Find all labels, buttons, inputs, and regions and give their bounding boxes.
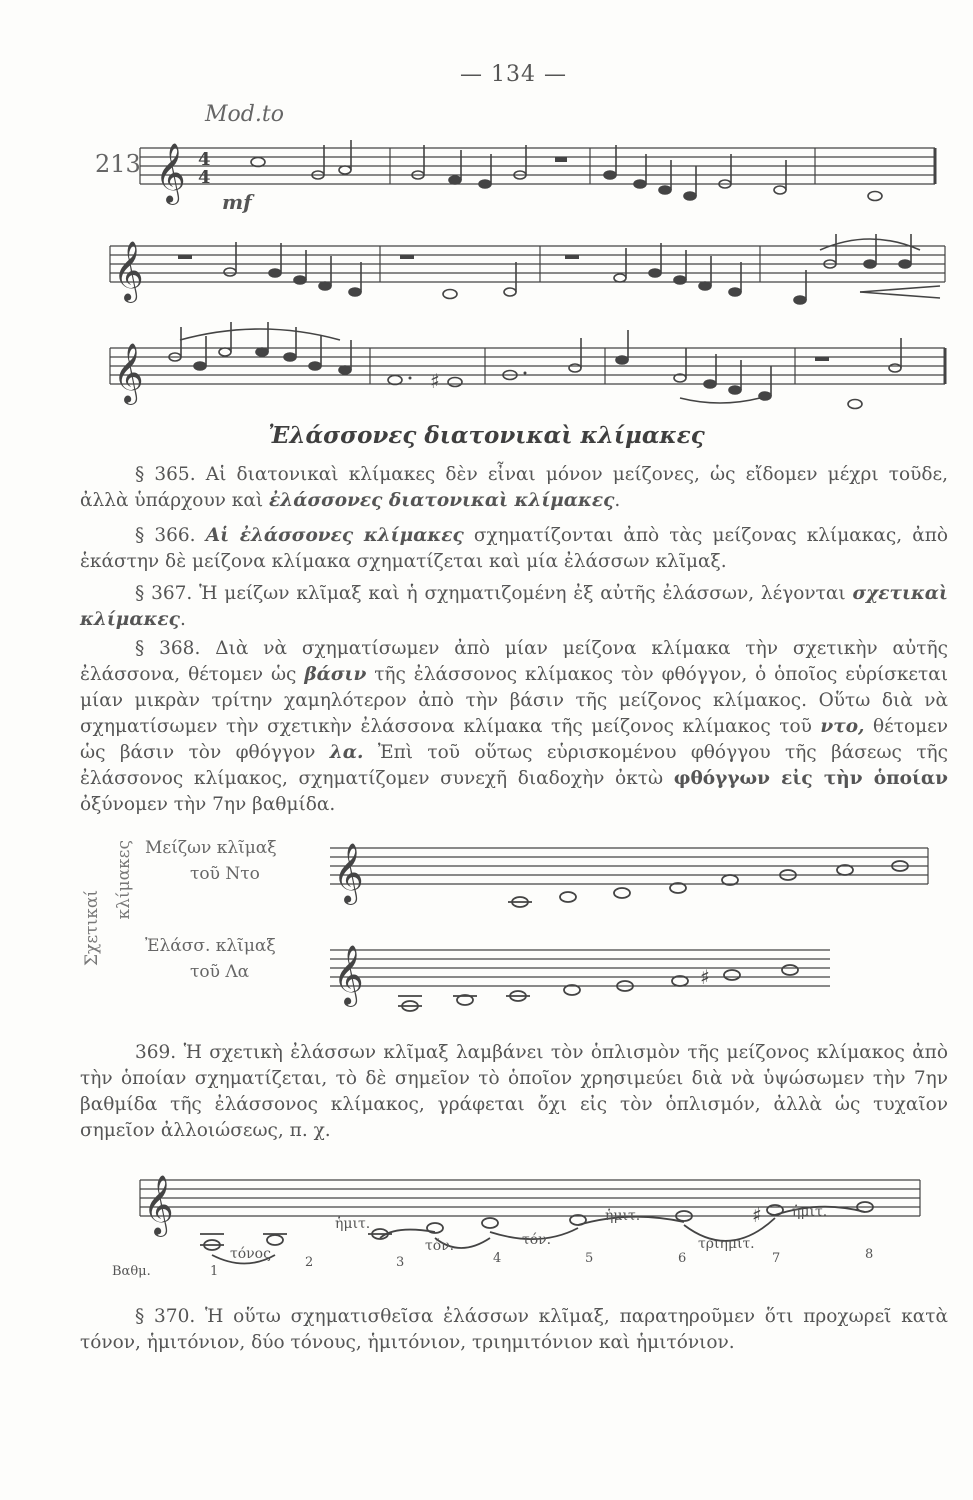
related-scales-label-2: κλίμακες: [114, 840, 134, 920]
example-number: 213: [95, 150, 141, 178]
staff-3-notes: [169, 322, 901, 409]
minor-scale-notes: [398, 965, 798, 1011]
interval-label: τριημιτ.: [698, 1236, 755, 1252]
svg-text:4: 4: [198, 149, 211, 170]
interval-label: τόνος: [230, 1246, 271, 1262]
paragraph-367: § 367. Ἡ μείζων κλῖμαξ καὶ ἡ σχηματιζομένη ἐξ αὐτῆς ἐλάσσων, λέγονται σχετικαὶ κλίμακες.: [80, 583, 948, 630]
interval-label: ἡμιτ.: [605, 1208, 641, 1224]
paragraph-number: § 367.: [135, 583, 193, 604]
interval-label: ἡμιτ.: [335, 1216, 371, 1232]
degree-number: 3: [396, 1255, 405, 1270]
degree-number: 5: [585, 1251, 594, 1266]
degree-number: 1: [210, 1264, 219, 1279]
section-heading: Ἐλάσσονες διατονικαὶ κλίμακες: [268, 422, 705, 449]
related-scales-label: Σχετικαί: [82, 890, 102, 966]
degree-number: 8: [865, 1247, 874, 1262]
interval-label: ἡμιτ.: [792, 1204, 828, 1220]
staff-3: [110, 348, 945, 384]
minor-scale-staff: [330, 950, 830, 986]
svg-text:♯: ♯: [430, 369, 440, 393]
degree-number: 6: [678, 1251, 687, 1266]
paragraph-number: 369.: [135, 1042, 177, 1063]
treble-clef-icon: 𝄞: [155, 143, 186, 203]
treble-clef-icon: 𝄞: [333, 945, 364, 1005]
major-scale-key: τοῦ Ντο: [190, 864, 260, 884]
svg-text:♯: ♯: [700, 965, 710, 989]
degree-number: 4: [493, 1251, 502, 1266]
paragraph-368: § 368. Διὰ νὰ σχηματίσωμεν ἀπὸ μίαν μείζονα κλίμακα τὴν σχετικὴν αὐτῆς ἐλάσσονα, θέτομεν ὡς βάσιν τῆς ἐλάσσονος κλίμακος τὸν φθόγγον, ὁ ὁποῖος εὑρίσκεται μίαν μικρὰν τρίτην χαμηλότερον ἀπὸ τὴν βάσιν τῆς μείζονος κλίμακος. Οὕτω διὰ νὰ σχηματίσωμεν τὴν σχετικὴν ἐλάσσονα κλίμακα τῆς μείζονος κλίμακος τοῦ ντο, θέτομεν ὡς βάσιν τὸν φθόγγον λα. Ἐπὶ τοῦ οὕτως εὑρισκομένου φθόγγου τῆς βάσεως τῆς ἐλάσσονος κλίμακος, σχηματίζομεν συνεχῆ διαδοχὴν ὀκτὼ φθόγγων εἰς τὴν ὁποίαν ὀξύνομεν τὴν 7ην βαθμίδα.: [80, 638, 948, 815]
treble-clef-icon: 𝄞: [113, 343, 144, 403]
minor-scale-label: Ἐλάσσ. κλῖμαξ: [145, 936, 276, 956]
staff-2-notes: [178, 234, 940, 304]
page-number: — 134 —: [460, 62, 567, 87]
paragraph-number: § 365.: [135, 464, 196, 485]
paragraph-366: § 366. Αἱ ἐλάσσονες κλίμακες σχηματίζονται ἀπὸ τὰς μείζονας κλίμακας, ἀπὸ ἑκάστην δὲ μείζονα κλίμακα σχηματίζεται καὶ μία ἐλάσσων κλῖμαξ.: [80, 525, 948, 572]
interval-label: τόν.: [425, 1238, 455, 1254]
svg-text:♯: ♯: [752, 1203, 762, 1227]
degree-number: 7: [772, 1251, 781, 1266]
staff-1-notes: [251, 140, 882, 201]
degree-number: 2: [305, 1255, 314, 1270]
treble-clef-icon: 𝄞: [333, 843, 364, 903]
svg-text:4: 4: [198, 167, 211, 188]
treble-clef-icon: 𝄞: [113, 241, 144, 301]
minor-scale-key: τοῦ Λα: [190, 962, 250, 982]
interval-label: τόν.: [522, 1232, 552, 1248]
paragraph-number: § 368.: [135, 638, 201, 659]
paragraph-number: § 366.: [135, 525, 196, 546]
dynamic-marking: mf: [222, 190, 252, 214]
major-scale-staff: [330, 848, 928, 884]
degree-row-label: Βαθμ.: [112, 1264, 151, 1279]
major-scale-label: Μείζων κλῖμαξ: [145, 838, 277, 858]
paragraph-370: § 370. Ἡ οὕτω σχηματισθεῖσα ἐλάσσων κλῖμαξ, παρατηροῦμεν ὅτι προχωρεῖ κατὰ τόνον, ἡμιτόνιον, δύο τόνους, ἡμιτόνιον, τριημιτόνιον καὶ ἡμιτόνιον.: [80, 1306, 948, 1353]
paragraph-365: § 365. Αἱ διατονικαὶ κλίμακες δὲν εἶναι μόνον μείζονες, ὡς εἴδομεν μέχρι τοῦδε, ἀλλὰ ὑπάρχουν καὶ ἐλάσσονες διατονικαὶ κλίμακες.: [80, 464, 948, 511]
paragraph-369: 369. Ἡ σχετικὴ ἐλάσσων κλῖμαξ λαμβάνει τὸν ὁπλισμὸν τῆς μείζονος κλίμακος ἀπὸ τὴν ὁποίαν σχηματίζεται, τὸ δὲ σημεῖον τὸ ὁποῖον χρησιμεύει διὰ νὰ ὑψώσωμεν τὴν 7ην βαθμίδα τῆς ἐλάσσονος κλίμακος, γράφεται ὄχι εἰς τὸν ὁπλισμόν, ἀλλὰ ὡς τυχαῖον σημεῖον ἀλλοιώσεως, π. χ.: [80, 1042, 948, 1141]
paragraph-number: § 370.: [135, 1306, 196, 1327]
treble-clef-icon: 𝄞: [143, 1175, 174, 1235]
tempo-marking: Mod.to: [205, 102, 284, 127]
